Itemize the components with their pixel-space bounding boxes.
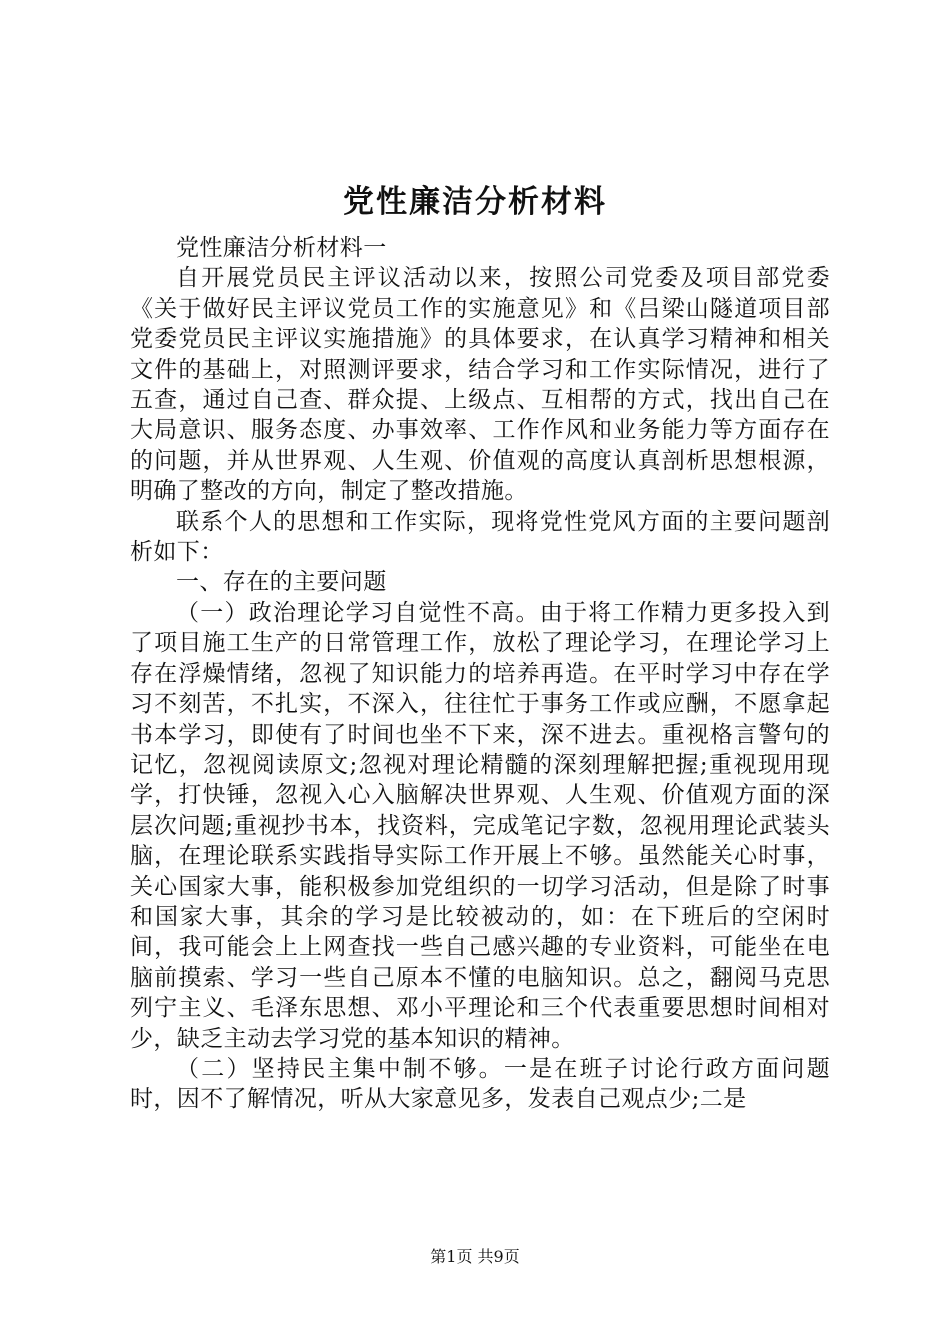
paragraph-section-heading: 党性廉洁分析材料一 [176,235,387,261]
paragraph-problem-two: （二）坚持民主集中制不够。一是在班子讨论行政方面问题时，因不了解情况，听从大家意见多，发表自己观点少;二是 [130,1055,830,1113]
document-title: 党性廉洁分析材料 [343,184,607,220]
document-body [130,233,830,1115]
page-footer: 第1页 共9页 [430,1247,520,1266]
paragraph-analysis-lead: 联系个人的思想和工作实际，现将党性党风方面的主要问题剖析如下： [130,508,830,566]
paragraph-problem-one: （一）政治理论学习自觉性不高。由于将工作精力更多投入到了项目施工生产的日常管理工作，放松了理论学习，在理论学习上存在浮燥情绪，忽视了知识能力的培养再造。在平时学习中存在学习不刻苦，不扎实，不深入，往往忙于事务工作或应酬，不愿拿起书本学习，即使有了时间也坐不下来，深不进去。重视格言警句的记忆，忽视阅读原文;忽视对理论精髓的深刻理解把握;重视现用现学，打快锤，忽视入心入脑解决世界观、人生观、价值观方面的深层次问题;重视抄书本，找资料，完成笔记字数，忽视用理论武装头脑，在理论联系实践指导实际工作开展上不够。虽然能关心时事，关心国家大事，能积极参加党组织的一切学习活动，但是除了时事和国家大事，其余的学习是比较被动的，如：在下班后的空闲时间，我可能会上上网查找一些自己感兴趣的专业资料，可能坐在电脑前摸索、学习一些自己原本不懂的电脑知识。总之，翻阅马克思列宁主义、毛泽东思想、邓小平理论和三个代表重要思想时间相对少，缺乏主动去学习党的基本知识的精神。 [130,599,830,1052]
paragraph-problems-heading: 一、存在的主要问题 [176,569,387,596]
paragraph-intro: 自开展党员民主评议活动以来，按照公司党委及项目部党委《关于做好民主评议党员工作的实施意见》和《吕梁山隧道项目部党委党员民主评议实施措施》的具体要求，在认真学习精神和相关文件的基础上，对照测评要求，结合学习和工作实际情况，进行了五查，通过自己查、群众提、上级点、互相帮的方式，找出自己在大局意识、服务态度、办事效率、工作作风和业务能力等方面存在的问题，并从世界观、人生观、价值观的高度认真剖析思想根源，明确了整改的方向，制定了整改措施。 [130,265,830,505]
